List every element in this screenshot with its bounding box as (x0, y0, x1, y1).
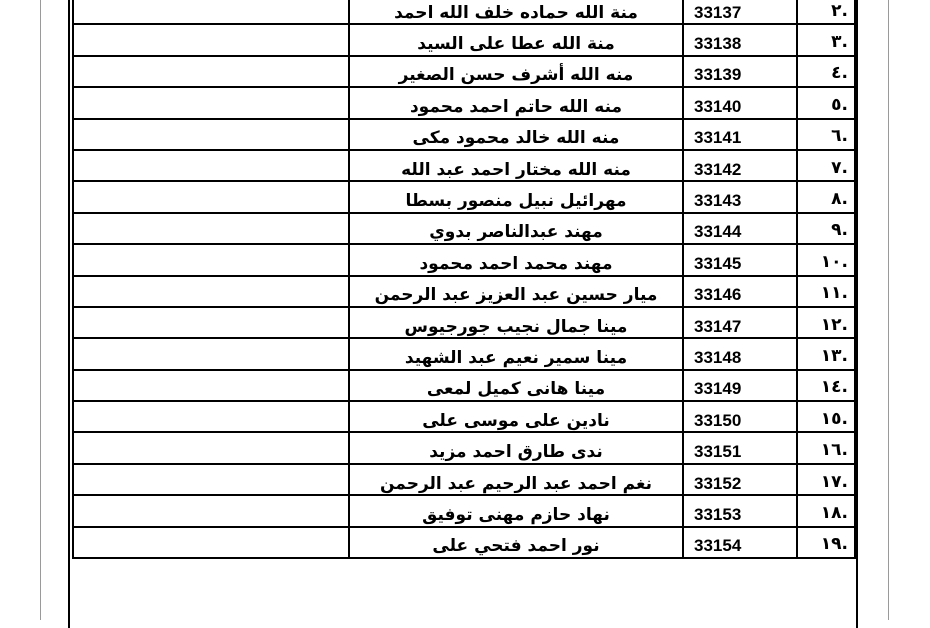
student-name-cell: ندى طارق احمد مزيد (349, 432, 683, 463)
row-number-cell: .١٥ (797, 401, 855, 432)
table-row (73, 464, 855, 495)
blank-cell (73, 370, 349, 401)
student-id-cell: 33149 (683, 370, 797, 401)
row-number-cell: .١٠ (797, 244, 855, 275)
student-name-cell: مهرائيل نبيل منصور بسطا (349, 181, 683, 212)
student-name-cell: مهند محمد احمد محمود (349, 244, 683, 275)
row-number-cell: .١٤ (797, 370, 855, 401)
blank-cell (73, 181, 349, 212)
row-number-cell: .٦ (797, 119, 855, 150)
student-name-cell: ميار حسين عبد العزيز عبد الرحمن (349, 276, 683, 307)
student-name-cell: نغم احمد عبد الرحيم عبد الرحمن (349, 464, 683, 495)
student-name-cell: منة الله عطا على السيد (349, 24, 683, 55)
table-row (73, 119, 855, 150)
student-id-cell: 33145 (683, 244, 797, 275)
student-id-cell: 33146 (683, 276, 797, 307)
blank-cell (73, 213, 349, 244)
table-row (73, 56, 855, 87)
student-name-cell: نور احمد فتحي على (349, 527, 683, 558)
table-row (73, 276, 855, 307)
student-id-cell: 33142 (683, 150, 797, 181)
student-id-cell: 33147 (683, 307, 797, 338)
student-name-cell: مهند عبدالناصر بدوي (349, 213, 683, 244)
row-number-cell: .١٣ (797, 338, 855, 369)
row-number-cell: .٢ (797, 0, 855, 24)
student-id-cell: 33140 (683, 87, 797, 118)
table-row (73, 401, 855, 432)
table-row (73, 24, 855, 55)
table-row (73, 87, 855, 118)
blank-cell (73, 150, 349, 181)
student-id-cell: 33137 (683, 0, 797, 24)
blank-cell (73, 432, 349, 463)
student-name-cell: مينا سمير نعيم عبد الشهيد (349, 338, 683, 369)
student-id-cell: 33141 (683, 119, 797, 150)
student-id-cell: 33150 (683, 401, 797, 432)
blank-cell (73, 0, 349, 24)
table-row (73, 213, 855, 244)
student-name-cell: منه الله أشرف حسن الصغير (349, 56, 683, 87)
student-roster-table (72, 0, 856, 559)
row-number-cell: .٨ (797, 181, 855, 212)
blank-cell (73, 24, 349, 55)
table-row (73, 307, 855, 338)
blank-cell (73, 464, 349, 495)
student-name-cell: منه الله مختار احمد عبد الله (349, 150, 683, 181)
student-id-cell: 33154 (683, 527, 797, 558)
blank-cell (73, 276, 349, 307)
student-name-cell: منه الله خالد محمود مكى (349, 119, 683, 150)
student-name-cell: نهاد حازم مهنى توفيق (349, 495, 683, 526)
blank-cell (73, 401, 349, 432)
row-number-cell: .١٩ (797, 527, 855, 558)
blank-cell (73, 244, 349, 275)
blank-cell (73, 495, 349, 526)
row-number-cell: .١٧ (797, 464, 855, 495)
table-row (73, 244, 855, 275)
student-name-cell: مينا هانى كميل لمعى (349, 370, 683, 401)
roster-body (73, 0, 855, 558)
row-number-cell: .١٨ (797, 495, 855, 526)
table-row (73, 181, 855, 212)
blank-cell (73, 119, 349, 150)
table-row (73, 527, 855, 558)
table-row (73, 432, 855, 463)
row-number-cell: .٧ (797, 150, 855, 181)
table-row (73, 495, 855, 526)
blank-cell (73, 87, 349, 118)
student-id-cell: 33144 (683, 213, 797, 244)
row-number-cell: .٣ (797, 24, 855, 55)
student-id-cell: 33152 (683, 464, 797, 495)
row-number-cell: .١٦ (797, 432, 855, 463)
student-id-cell: 33139 (683, 56, 797, 87)
student-name-cell: منه الله حاتم احمد محمود (349, 87, 683, 118)
row-number-cell: .١١ (797, 276, 855, 307)
row-number-cell: .١٢ (797, 307, 855, 338)
row-number-cell: .٩ (797, 213, 855, 244)
blank-cell (73, 56, 349, 87)
row-number-cell: .٥ (797, 87, 855, 118)
student-name-cell: منة الله حماده خلف الله احمد (349, 0, 683, 24)
blank-cell (73, 307, 349, 338)
student-id-cell: 33148 (683, 338, 797, 369)
blank-cell (73, 338, 349, 369)
student-name-cell: نادين على موسى على (349, 401, 683, 432)
row-number-cell: .٤ (797, 56, 855, 87)
table-row (73, 0, 855, 24)
student-id-cell: 33143 (683, 181, 797, 212)
student-name-cell: مينا جمال نجيب جورجيوس (349, 307, 683, 338)
table-row (73, 338, 855, 369)
student-id-cell: 33153 (683, 495, 797, 526)
blank-cell (73, 527, 349, 558)
table-row (73, 150, 855, 181)
student-id-cell: 33138 (683, 24, 797, 55)
page-edge-left (40, 0, 41, 620)
table-row (73, 370, 855, 401)
student-id-cell: 33151 (683, 432, 797, 463)
page-edge-right (888, 0, 889, 620)
